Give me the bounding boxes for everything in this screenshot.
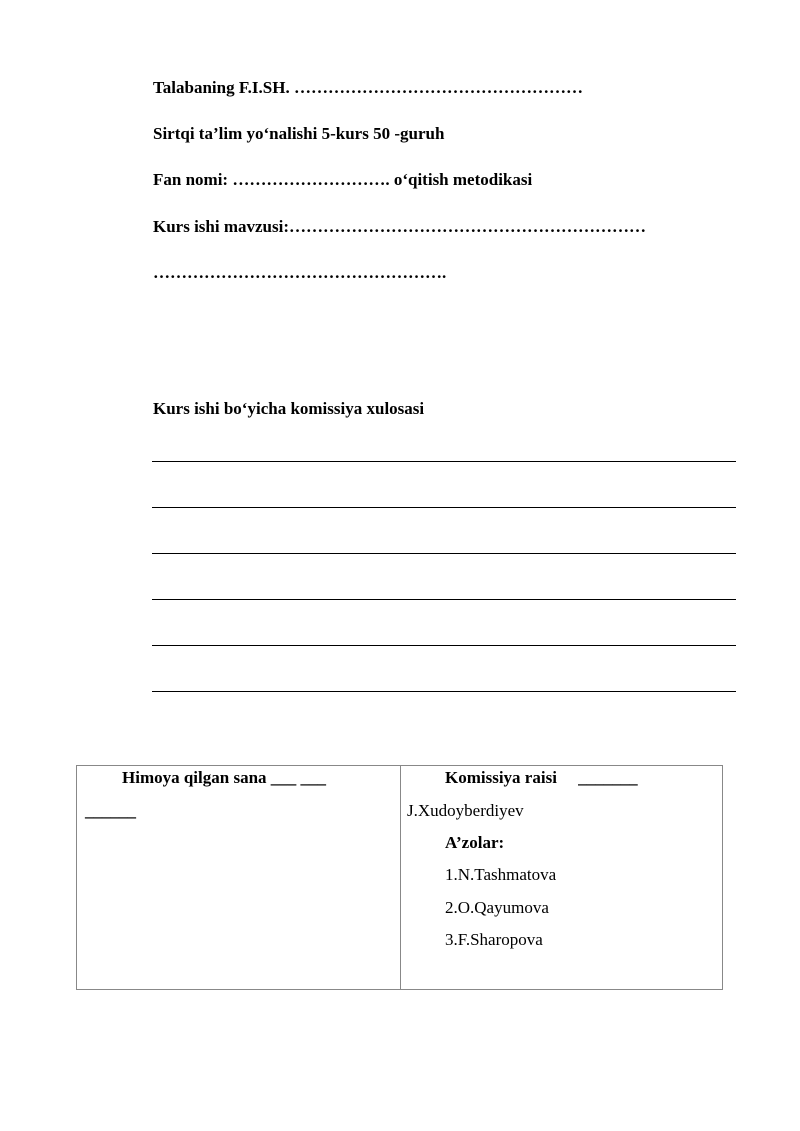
member-2: 2.O.Qayumova bbox=[445, 898, 549, 917]
chair-row bbox=[445, 768, 638, 788]
conclusion-title: Kurs ishi bo‘yicha komissiya xulosasi bbox=[153, 399, 425, 418]
subject-dots: ………………………. bbox=[232, 170, 390, 189]
topic-label: Kurs ishi mavzusi: bbox=[153, 217, 290, 236]
topic-line-2: ……………………………………………. bbox=[153, 263, 447, 282]
conclusion-rule bbox=[152, 599, 736, 600]
members-label: A’zolar: bbox=[445, 833, 505, 852]
subject-suffix: o‘qitish metodikasi bbox=[393, 170, 533, 189]
subject-label: Fan nomi: bbox=[153, 170, 229, 189]
member-1: 1.N.Tashmatova bbox=[445, 865, 557, 884]
topic-dots: ……………………………………………………… bbox=[289, 217, 647, 236]
defense-date-blank-2: ______ bbox=[85, 801, 136, 820]
topic-line bbox=[153, 217, 646, 237]
table-divider bbox=[400, 766, 401, 989]
conclusion-rule bbox=[152, 645, 736, 646]
chair-label: Komissiya raisi bbox=[445, 768, 557, 787]
conclusion-rule bbox=[152, 691, 736, 692]
defense-date-row bbox=[122, 768, 326, 788]
student-name-label: Talabaning F.I.SH. bbox=[153, 78, 290, 97]
student-name-line bbox=[153, 78, 583, 98]
conclusion-rule bbox=[152, 553, 736, 554]
defense-date-label: Himoya qilgan sana bbox=[122, 768, 267, 787]
direction-line: Sirtqi ta’lim yo‘nalishi 5-kurs 50 -guruh bbox=[153, 124, 445, 143]
chair-blank: _______ bbox=[578, 768, 638, 787]
subject-line bbox=[153, 170, 532, 190]
chair-name: J.Xudoyberdiyev bbox=[407, 801, 524, 820]
conclusion-rule bbox=[152, 461, 736, 462]
conclusion-rule bbox=[152, 507, 736, 508]
defense-date-blanks: ___ ___ bbox=[270, 768, 327, 787]
signature-table bbox=[76, 765, 723, 990]
member-3: 3.F.Sharopova bbox=[445, 930, 543, 949]
student-name-dots: …………………………………………… bbox=[293, 78, 583, 97]
